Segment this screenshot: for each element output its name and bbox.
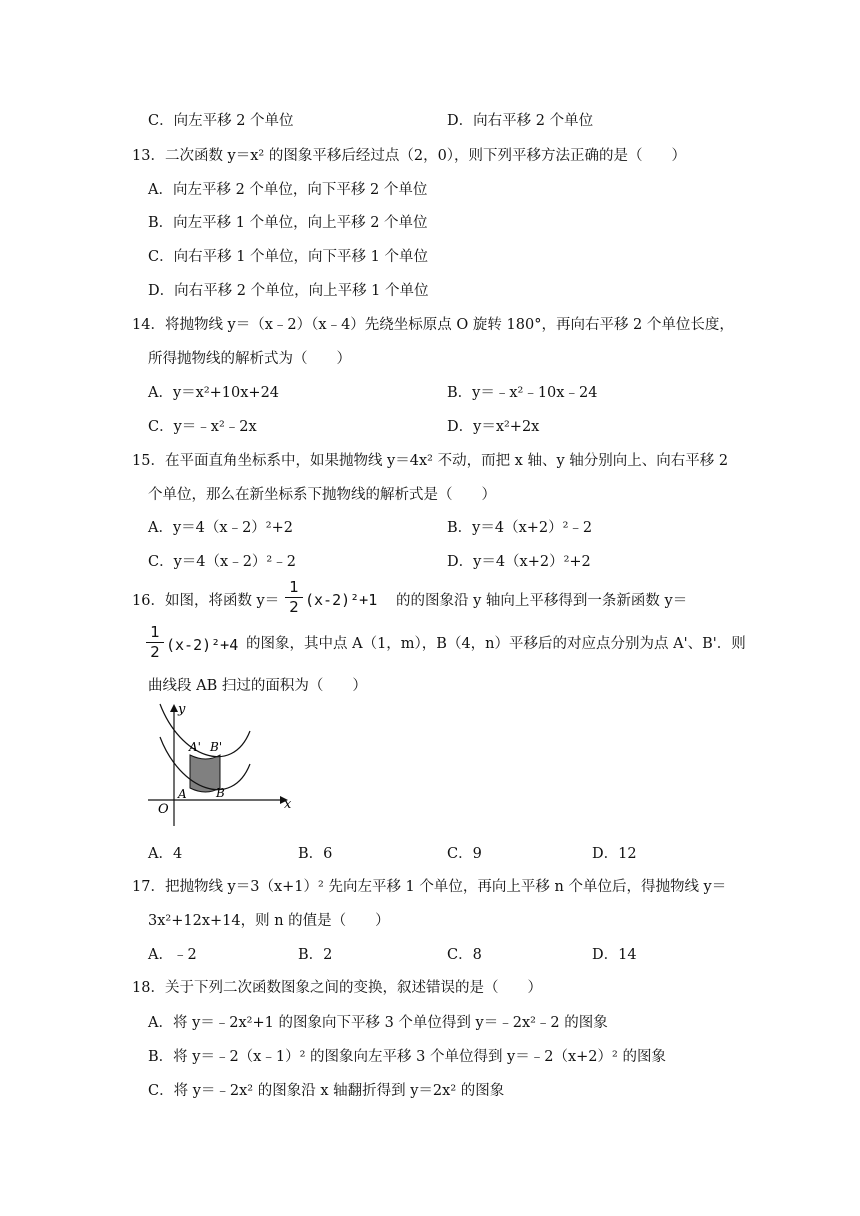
- q17-stem-line2: 3x²+12x+14，则 n 的值是（ ）: [148, 913, 390, 929]
- q13-option-a: A．向左平移 2 个单位，向下平移 2 个单位: [148, 182, 428, 198]
- y-axis-label: y: [178, 702, 186, 717]
- q14-option-b: B．y＝﹣x²﹣10x﹣24: [447, 385, 598, 401]
- q13-stem: 13．二次函数 y＝x² 的图象平移后经过点（2，0），则下列平移方法正确的是（ ）: [132, 148, 687, 164]
- q18-option-a: A．将 y＝﹣2x²+1 的图象向下平移 3 个单位得到 y＝﹣2x²﹣2 的图象: [148, 1015, 608, 1031]
- q16-fraction-2-numerator: 1: [150, 623, 160, 641]
- x-axis-label: x: [284, 797, 292, 812]
- q16-fraction-2-denominator: 2: [150, 643, 160, 661]
- q16-expression-1: (x-2)²+1: [305, 591, 378, 609]
- q18-option-b: B．将 y＝﹣2（x﹣1）² 的图象向左平移 3 个单位得到 y＝﹣2（x+2）² 的图象: [148, 1049, 666, 1065]
- q16-fraction-2: [146, 624, 164, 661]
- q12-option-d: D．向右平移 2 个单位: [447, 113, 594, 129]
- q15-stem-line2: 个单位，那么在新坐标系下抛物线的解析式是（ ）: [148, 487, 496, 503]
- q14-stem-line1: 14．将抛物线 y＝（x﹣2）（x﹣4）先绕坐标原点 O 旋转 180°，再向右平移 2 个单位长度，: [132, 317, 734, 333]
- q15-option-b: B．y＝4（x+2）²﹣2: [447, 520, 593, 536]
- q18-stem: 18．关于下列二次函数图象之间的变换，叙述错误的是（ ）: [132, 980, 542, 996]
- q15-option-d: D．y＝4（x+2）²+2: [447, 554, 591, 570]
- q16-option-a: A．4: [148, 846, 183, 862]
- q16-stem-part2: 的的图象沿 y 轴向上平移得到一条新函数 y＝: [396, 593, 688, 609]
- q15-stem-line1: 15．在平面直角坐标系中，如果抛物线 y＝4x² 不动，而把 x 轴、y 轴分别向上、向右平移 2: [132, 453, 729, 469]
- q16-option-c: C．9: [447, 846, 482, 862]
- q15-option-a: A．y＝4（x﹣2）²+2: [148, 520, 293, 536]
- q16-stem-line2: 的图象，其中点 A（1，m），B（4，n）平移后的对应点分别为点 A'、B'．则: [246, 636, 746, 652]
- q17-option-d: D．14: [592, 947, 637, 963]
- q15-option-c: C．y＝4（x﹣2）²﹣2: [148, 554, 296, 570]
- q13-option-b: B．向左平移 1 个单位，向上平移 2 个单位: [148, 215, 428, 231]
- q16-expression-2: (x-2)²+4: [166, 636, 239, 654]
- q16-fraction-1-denominator: 2: [289, 598, 299, 616]
- q14-option-c: C．y＝﹣x²﹣2x: [148, 419, 257, 435]
- q16-parabola-figure: [140, 700, 300, 830]
- point-a-prime-label: A': [189, 740, 201, 754]
- q16-stem-part1: 16．如图，将函数 y＝: [132, 593, 280, 609]
- q13-option-d: D．向右平移 2 个单位，向上平移 1 个单位: [148, 283, 429, 299]
- q17-option-c: C．8: [447, 947, 482, 963]
- q17-option-a: A．﹣2: [148, 947, 197, 963]
- q14-stem-line2: 所得抛物线的解析式为（ ）: [148, 351, 351, 367]
- q16-option-d: D．12: [592, 846, 637, 862]
- q17-stem-line1: 17．把抛物线 y＝3（x+1）² 先向左平移 1 个单位，再向上平移 n 个单位后，得抛物线 y＝: [132, 879, 727, 895]
- q16-option-b: B．6: [298, 846, 333, 862]
- q13-option-c: C．向右平移 1 个单位，向下平移 1 个单位: [148, 249, 428, 265]
- q12-option-c: C．向左平移 2 个单位: [148, 113, 294, 129]
- q14-option-a: A．y＝x²+10x+24: [148, 385, 280, 401]
- origin-label: O: [158, 802, 169, 817]
- q16-fraction-1: [285, 579, 303, 616]
- point-b-prime-label: B': [210, 740, 223, 754]
- point-b-label: B: [216, 786, 225, 800]
- point-a-label: A: [178, 787, 187, 801]
- q14-option-d: D．y＝x²+2x: [447, 419, 540, 435]
- q16-fraction-1-numerator: 1: [289, 578, 299, 596]
- q17-option-b: B．2: [298, 947, 333, 963]
- q16-stem-line3: 曲线段 AB 扫过的面积为（ ）: [148, 678, 367, 694]
- q18-option-c: C．将 y＝﹣2x² 的图象沿 x 轴翻折得到 y＝2x² 的图象: [148, 1083, 505, 1099]
- y-axis-arrow: [170, 704, 178, 712]
